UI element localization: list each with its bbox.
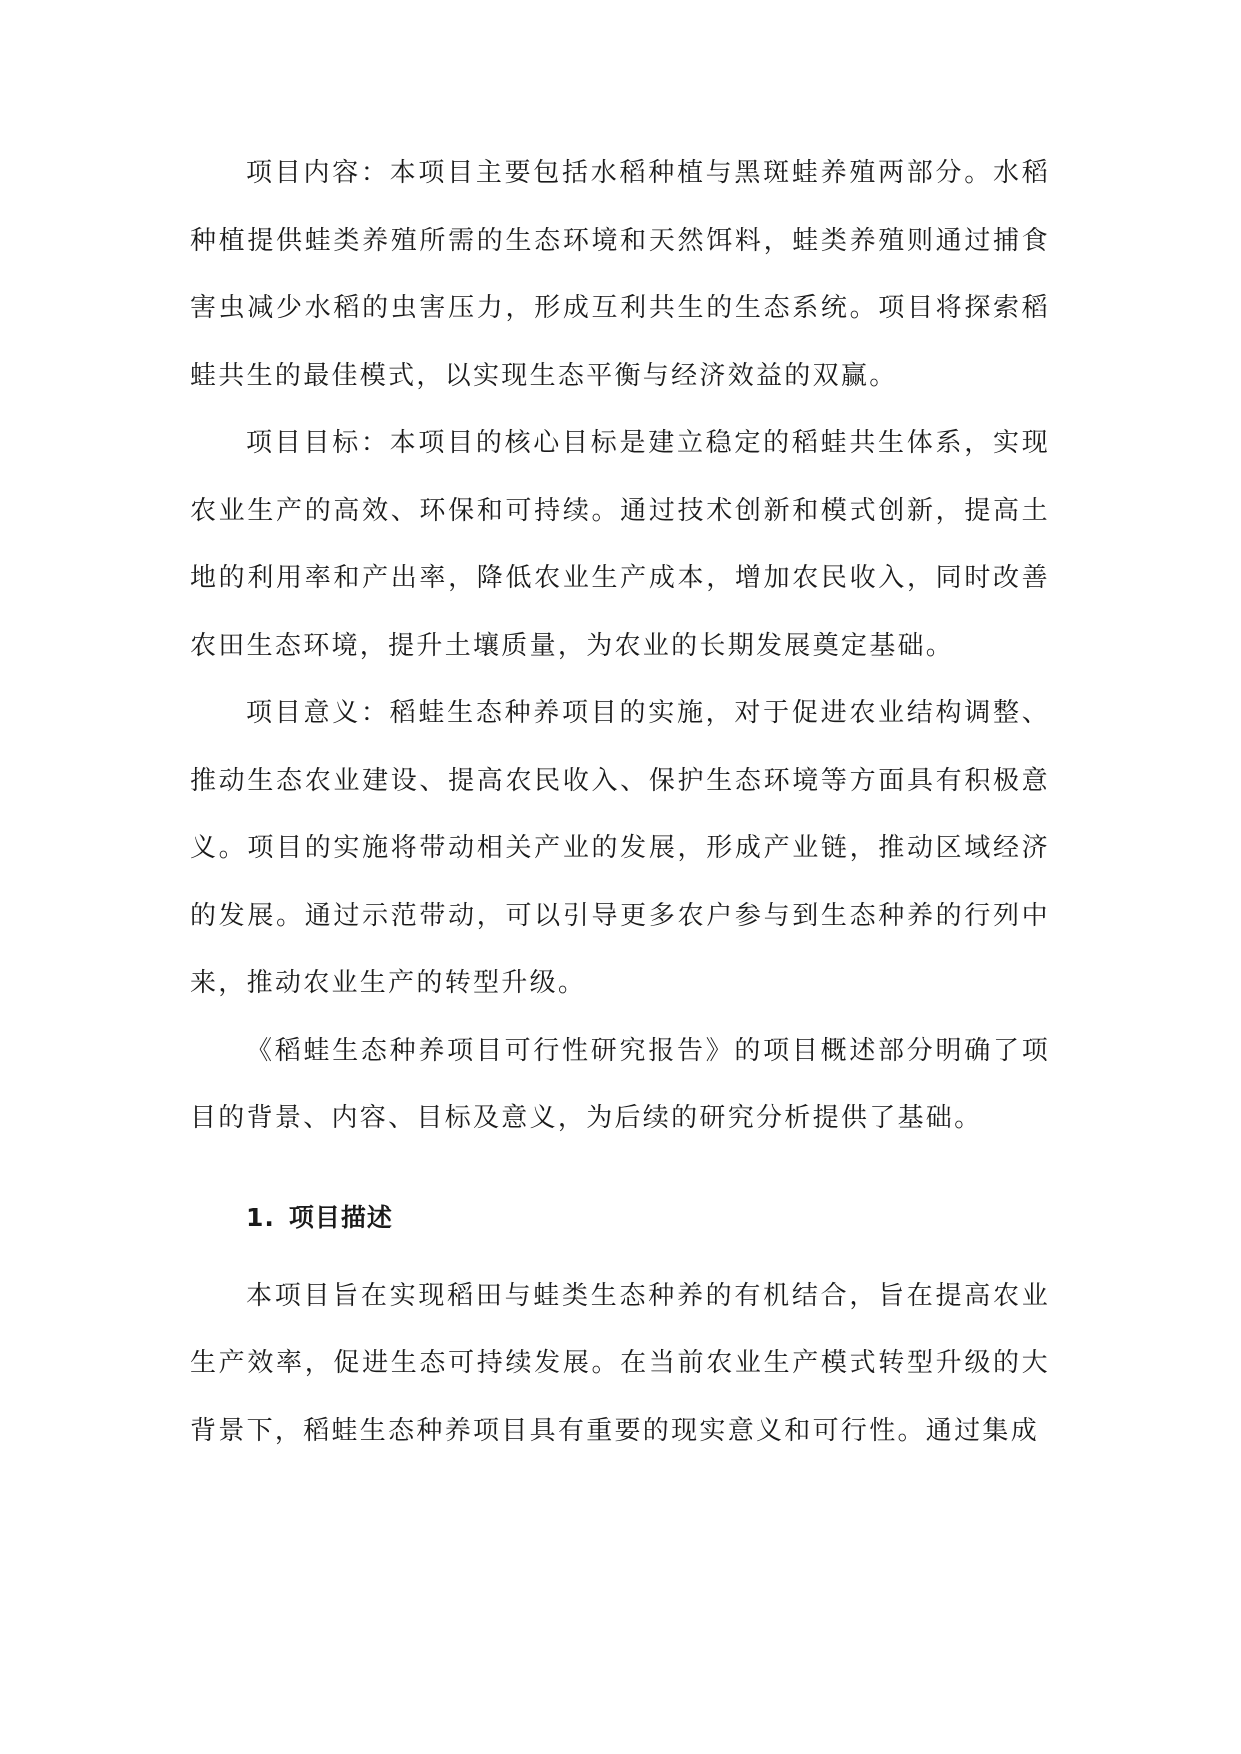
paragraph-project-description: 本项目旨在实现稻田与蛙类生态种养的有机结合，旨在提高农业生产效率，促进生态可持续发展。在当前农业生产模式转型升级的大背景下，稻蛙生态种养项目具有重要的现实意义和可行性。通过集成 [190,1280,1050,1446]
document-body [190,140,1050,1465]
section-number: 1. [246,1202,275,1232]
paragraph-report-summary: 《稻蛙生态种养项目可行性研究报告》的项目概述部分明确了项目的背景、内容、目标及意义，为后续的研究分析提供了基础。 [190,1035,1050,1133]
paragraph-project-goal: 项目目标：本项目的核心目标是建立稳定的稻蛙共生体系，实现农业生产的高效、环保和可持续。通过技术创新和模式创新，提高土地的利用率和产出率，降低农业生产成本，增加农民收入，同时改善农田生态环境，提升土壤质量，为农业的长期发展奠定基础。 [190,428,1050,661]
section-heading [190,1173,1050,1263]
paragraph-project-content: 项目内容：本项目主要包括水稻种植与黑斑蛙养殖两部分。水稻种植提供蛙类养殖所需的生态环境和天然饵料，蛙类养殖则通过捕食害虫减少水稻的虫害压力，形成互利共生的生态系统。项目将探索稻蛙共生的最佳模式，以实现生态平衡与经济效益的双赢。 [190,158,1050,391]
section-title: 项目描述 [288,1202,393,1232]
paragraph-project-significance: 项目意义：稻蛙生态种养项目的实施，对于促进农业结构调整、推动生态农业建设、提高农民收入、保护生态环境等方面具有积极意义。项目的实施将带动相关产业的发展，形成产业链，推动区域经济的发展。通过示范带动，可以引导更多农户参与到生态种养的行列中来，推动农业生产的转型升级。 [190,698,1050,998]
